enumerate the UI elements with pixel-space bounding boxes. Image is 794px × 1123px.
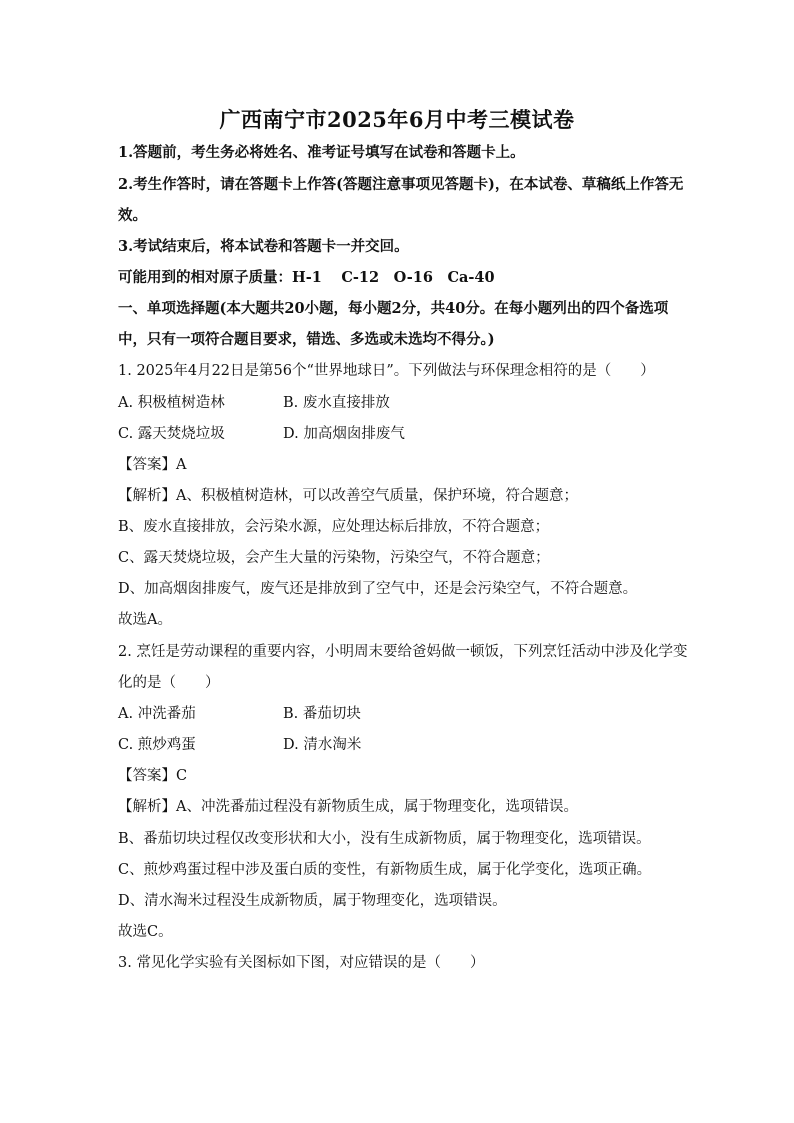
q3-stem: 3. 常见化学实验有关图标如下图，对应错误的是（ ） bbox=[118, 955, 485, 971]
q1-analysis-2: B、废水直接排放，会污染水源，应处理达标后排放，不符合题意； bbox=[118, 519, 550, 535]
q2-option-c: C. 煎炒鸡蛋 bbox=[118, 737, 196, 753]
q2-analysis-4: D、清水淘米过程没生成新物质，属于物理变化，选项错误。 bbox=[118, 893, 507, 909]
q1-stem: 1. 2025年4月22日是第56个“世界地球日”。下列做法与环保理念相符的是（ ） bbox=[118, 363, 655, 379]
instruction-2: 2.考生作答时，请在答题卡上作答(答题注意事项见答题卡)，在本试卷、草稿纸上作答无 bbox=[118, 176, 684, 193]
q2-analysis-3: C、煎炒鸡蛋过程中涉及蛋白质的变性，有新物质生成，属于化学变化，选项正确。 bbox=[118, 862, 652, 878]
q2-analysis-1: 【解析】A、冲洗番茄过程没有新物质生成，属于物理变化，选项错误。 bbox=[118, 799, 578, 815]
q1-analysis-1: 【解析】A、积极植树造林，可以改善空气质量，保护环境，符合题意； bbox=[118, 488, 578, 504]
instruction-2-cont: 效。 bbox=[118, 207, 147, 224]
q1-analysis-3: C、露天焚烧垃圾，会产生大量的污染物，污染空气，不符合题意； bbox=[118, 550, 550, 566]
q1-analysis-4: D、加高烟囱排废气，废气还是排放到了空气中，还是会污染空气，不符合题意。 bbox=[118, 581, 638, 597]
q2-option-a: A. 冲洗番茄 bbox=[118, 706, 196, 722]
instruction-3: 3.考试结束后，将本试卷和答题卡一并交回。 bbox=[118, 238, 409, 255]
q2-stem: 2. 烹饪是劳动课程的重要内容，小明周末要给爸妈做一顿饭，下列烹饪活动中涉及化学变 bbox=[118, 644, 688, 660]
q2-answer: 【答案】C bbox=[118, 768, 188, 784]
instruction-1: 1.答题前，考生务必将姓名、准考证号填写在试卷和答题卡上。 bbox=[118, 144, 525, 161]
q2-analysis-2: B、番茄切块过程仅改变形状和大小，没有生成新物质，属于物理变化，选项错误。 bbox=[118, 831, 651, 847]
q1-conclusion: 故选A。 bbox=[118, 612, 172, 628]
q1-option-b: B. 废水直接排放 bbox=[283, 395, 390, 411]
q2-stem-cont: 化的是（ ） bbox=[118, 675, 220, 691]
section-heading-cont: 中，只有一项符合题目要求，错选、多选或未选均不得分。) bbox=[118, 331, 495, 348]
q1-option-a: A. 积极植树造林 bbox=[118, 395, 225, 411]
q2-option-b: B. 番茄切块 bbox=[283, 706, 361, 722]
q1-option-c: C. 露天焚烧垃圾 bbox=[118, 426, 225, 442]
q1-answer: 【答案】A bbox=[118, 457, 187, 473]
q2-conclusion: 故选C。 bbox=[118, 924, 173, 940]
page-title: 广西南宁市2025年6月中考三模试卷 bbox=[219, 107, 575, 132]
q1-option-d: D. 加高烟囱排废气 bbox=[283, 426, 405, 442]
q2-option-d: D. 清水淘米 bbox=[283, 737, 362, 753]
atomic-mass-note: 可能用到的相对原子质量：H-1 C-12 O-16 Ca-40 bbox=[118, 269, 495, 286]
section-heading: 一、单项选择题(本大题共20小题，每小题2分，共40分。在每小题列出的四个备选项 bbox=[118, 300, 669, 317]
